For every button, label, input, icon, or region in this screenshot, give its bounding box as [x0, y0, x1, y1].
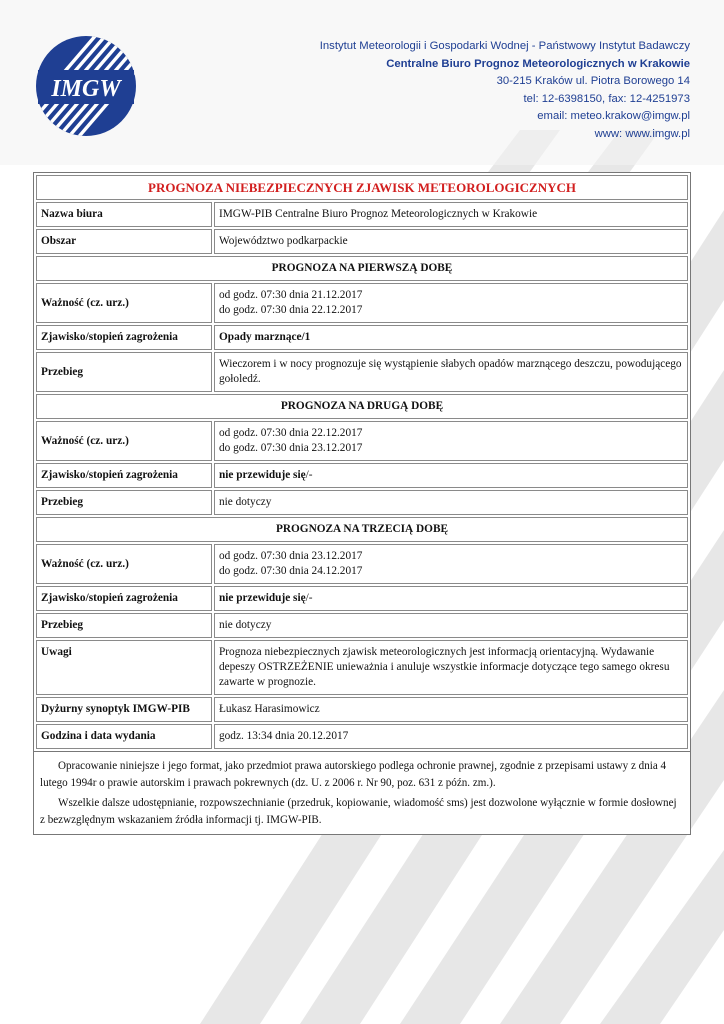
day3-phenomenon-suffix: /-: [305, 592, 313, 604]
institute-name: Instytut Meteorologii i Gospodarki Wodnej - Państwowy Instytut Badawczy: [319, 40, 690, 52]
label-phenomenon: Zjawisko/stopień zagrożenia: [36, 463, 212, 488]
row-day3-phenomenon: [36, 586, 688, 611]
value-office: IMGW-PIB Centralne Biuro Prognoz Meteorologicznych w Krakowie: [214, 202, 688, 227]
office-email[interactable]: email: meteo.krakow@imgw.pl: [537, 110, 690, 122]
section-day3: PROGNOZA NA TRZECIĄ DOBĘ: [36, 517, 688, 542]
row-day1-course: [36, 352, 688, 392]
row-area: [36, 229, 688, 254]
letterhead: [0, 0, 724, 165]
day2-phenomenon: nie przewiduje się: [219, 469, 306, 481]
copyright-paragraph-1: Opracowanie niniejsze i jego format, jako przedmiot prawa autorskiego podlega ochronie prawnej, zgodnie z przepisami ustawy z dnia 4 lutego 1994r o prawie autorskim i prawach pokrewnych (dz. U. z 2006 r. Nr 90, poz. 631 z późn. zm.).: [40, 760, 667, 789]
day1-valid-to: do godz. 07:30 dnia 22.12.2017: [219, 304, 363, 316]
day3-valid-to: do godz. 07:30 dnia 24.12.2017: [219, 565, 363, 577]
day3-valid-from: od godz. 07:30 dnia 23.12.2017: [219, 550, 363, 562]
label-course: Przebieg: [36, 352, 212, 392]
section-day2: PROGNOZA NA DRUGĄ DOBĘ: [36, 394, 688, 419]
row-day3-validity: [36, 544, 688, 584]
label-validity: Ważność (cz. urz.): [36, 421, 212, 461]
row-issued: [36, 724, 688, 749]
row-day2-course: [36, 490, 688, 515]
row-forecaster: [36, 697, 688, 722]
label-validity: Ważność (cz. urz.): [36, 283, 212, 323]
row-remarks: [36, 640, 688, 695]
value-day3-validity: [214, 544, 688, 584]
copyright-paragraph-2: Wszelkie dalsze udostępnianie, rozpowszechnianie (przedruk, kopiowanie, wiadomość sms) jest dozwolone wyłącznie w formie dosłownej z bezwzględnym wskazaniem źródła informacji tj. IMGW-PIB.: [40, 797, 677, 826]
label-phenomenon: Zjawisko/stopień zagrożenia: [36, 586, 212, 611]
office-phone: tel: 12-6398150, fax: 12-4251973: [523, 92, 690, 105]
label-validity: Ważność (cz. urz.): [36, 544, 212, 584]
day2-valid-from: od godz. 07:30 dnia 22.12.2017: [219, 427, 363, 439]
value-area: Województwo podkarpackie: [214, 229, 688, 254]
day1-valid-from: od godz. 07:30 dnia 21.12.2017: [219, 289, 363, 301]
day1-phenomenon: Opady marznące/1: [219, 331, 311, 343]
label-forecaster: Dyżurny synoptyk IMGW-PIB: [36, 697, 212, 722]
value-day1-phenomenon: [214, 325, 688, 350]
label-course: Przebieg: [36, 490, 212, 515]
imgw-logo: [34, 34, 138, 138]
label-remarks: Uwagi: [36, 640, 212, 695]
logo-text: IMGW: [51, 76, 121, 102]
office-address: 30-215 Kraków ul. Piotra Borowego 14: [496, 75, 690, 87]
day3-phenomenon: nie przewiduje się: [219, 592, 306, 604]
office-name: Centralne Biuro Prognoz Meteorologicznych w Krakowie: [386, 57, 690, 70]
forecast-table: [33, 172, 691, 752]
row-day1-validity: [36, 283, 688, 323]
row-day2-phenomenon: [36, 463, 688, 488]
document-title: PROGNOZA NIEBEZPIECZNYCH ZJAWISK METEOROLOGICZNYCH: [36, 175, 688, 200]
value-day1-validity: [214, 283, 688, 323]
value-remarks: Prognoza niebezpiecznych zjawisk meteorologicznych jest informacją orientacyjną. Wydawanie depeszy OSTRZEŻENIE unieważnia i anuluje wszystkie informacje dotyczące tego samego okresu zawarte w prognozie.: [214, 640, 688, 695]
forecast-document: [33, 172, 691, 835]
row-day3-course: [36, 613, 688, 638]
label-office: Nazwa biura: [36, 202, 212, 227]
value-day1-course: Wieczorem i w nocy prognozuje się wystąpienie słabych opadów marznącego deszczu, powodującego gołoledź.: [214, 352, 688, 392]
value-forecaster: Łukasz Harasimowicz: [214, 697, 688, 722]
value-issued: godz. 13:34 dnia 20.12.2017: [214, 724, 688, 749]
value-day2-validity: [214, 421, 688, 461]
label-issued: Godzina i data wydania: [36, 724, 212, 749]
copyright-notice: [33, 752, 691, 835]
label-phenomenon: Zjawisko/stopień zagrożenia: [36, 325, 212, 350]
value-day3-course: nie dotyczy: [214, 613, 688, 638]
label-course: Przebieg: [36, 613, 212, 638]
value-day2-phenomenon: [214, 463, 688, 488]
day2-valid-to: do godz. 07:30 dnia 23.12.2017: [219, 442, 363, 454]
row-office: [36, 202, 688, 227]
section-day1: PROGNOZA NA PIERWSZĄ DOBĘ: [36, 256, 688, 281]
row-day2-validity: [36, 421, 688, 461]
value-day2-course: nie dotyczy: [214, 490, 688, 515]
day2-phenomenon-suffix: /-: [305, 469, 313, 481]
value-day3-phenomenon: [214, 586, 688, 611]
office-website[interactable]: www: www.imgw.pl: [594, 127, 690, 140]
row-day1-phenomenon: [36, 325, 688, 350]
label-area: Obszar: [36, 229, 212, 254]
